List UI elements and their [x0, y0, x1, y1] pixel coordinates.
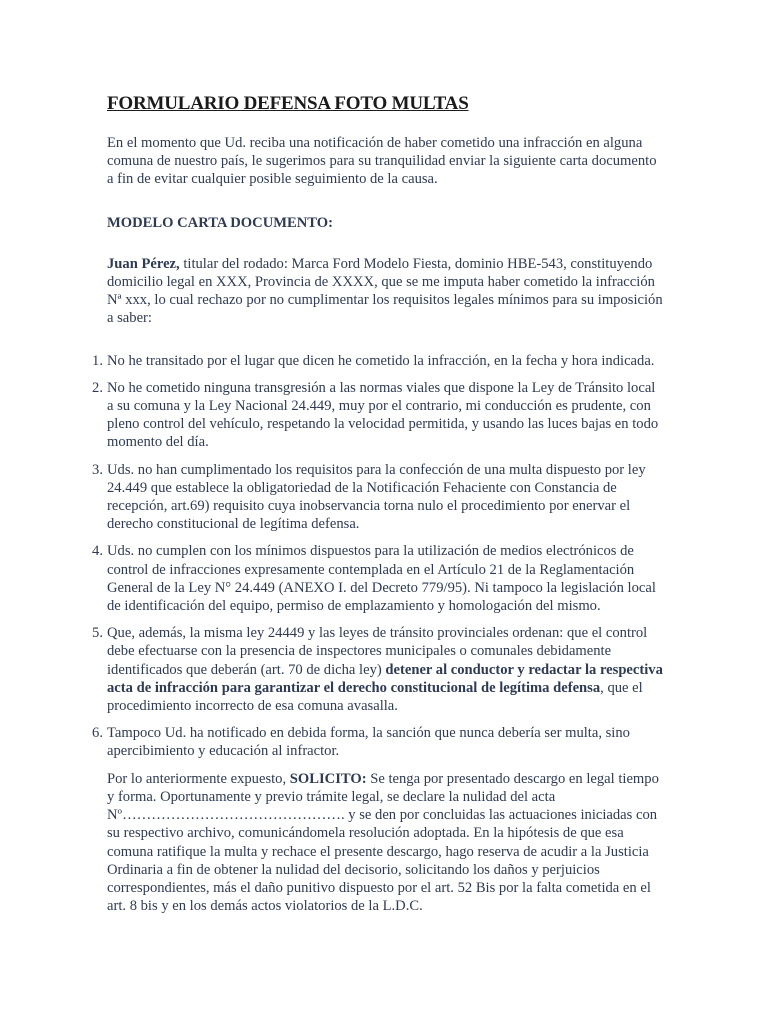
document-body [92, 92, 663, 915]
document-title: FORMULARIO DEFENSA FOTO MULTAS [107, 93, 469, 114]
intro-paragraph: En el momento que Ud. reciba una notificación de haber cometido una infracción en alguna comuna de nuestro país, le sugerimos para su tranquilidad enviar la siguiente carta documento a fin de evitar cualquier posible seguimiento de la causa. [107, 135, 657, 188]
list-item-text: Uds. no cumplen con los mínimos dispuestos para la utilización de medios electrónicos de control de infracciones expresamente contemplada en el Artículo 21 de la Reglamentación General de la Ley N° 24.449 (ANEXO I. del Decreto 779/95). Ni tampoco la legislación local de identificación del equipo, permiso de emplazamiento y homologación del mismo. [107, 543, 656, 615]
numbered-list [92, 352, 663, 761]
list-item-bold-text: detener al conductor y redactar la respectiva acta de infracción para garantizar el derecho constitucional de legítima defensa [107, 661, 663, 696]
letter-opening-text: titular del rodado: Marca Ford Modelo Fiesta, dominio HBE-543, constituyendo domicilio legal en XXX, Provincia de XXXX, que se me imputa haber cometido la infracción Nª xxx, lo cual rechazo por no cumplimentar los requisitos legales mínimos para su imposición a saber: [107, 255, 663, 327]
closing-paragraph [107, 770, 663, 916]
list-number: 2. [92, 379, 103, 396]
list-item [92, 542, 663, 615]
list-item [92, 624, 663, 715]
solicito-label: SOLICITO: [289, 770, 367, 787]
list-item [92, 379, 663, 452]
closing-text: Se tenga por presentado descargo en legal tiempo y forma. Oportunamente y previo trámite legal, se declare la nulidad del acta Nº………………………………………. y se den por concluidas las actuaciones iniciadas con su respectivo archivo, comunicándomela resolución adoptada. En la hipótesis de que esa comuna ratifique la multa y rechace el presente descargo, hago reserva de acudir a la Justicia Ordinaria a fin de obtener la nulidad del decisorio, solicitando los daños y perjuicios correspondientes, más el daño punitivo dispuesto por el art. 52 Bis por la falta cometida en el art. 8 bis y en los demás actos violatorios de la L.D.C. [107, 770, 659, 915]
list-item [92, 724, 663, 760]
list-number: 6. [92, 725, 103, 742]
list-item [92, 352, 663, 370]
list-item-text: Que, además, la misma ley 24449 y las leyes de tránsito provinciales ordenan: que el control debe efectuarse con la presencia de inspectores municipales o comunales debidamente identificados que deberán (art. 70 de dicha ley) [107, 625, 648, 678]
list-number: 1. [92, 352, 103, 369]
list-item-text: Uds. no han cumplimentado los requisitos para la confección de una multa dispuesto por ley 24.449 que establece la obligatoriedad de la Notificación Fehaciente con Constancia de recepción, art.69) requisito cuya inobservancia torna nulo el procedimiento por enervar el derecho constitucional de legítima defensa. [107, 461, 646, 533]
list-item-text: No he cometido ninguna transgresión a las normas viales que dispone la Ley de Tránsito local a su comuna y la Ley Nacional 24.449, muy por el contrario, mi conducción es prudente, con pleno control del vehículo, respetando la velocidad permitida, y usando las luces bajas en todo momento del día. [107, 379, 659, 451]
list-item [92, 461, 663, 534]
sender-name: Juan Pérez, [107, 255, 180, 272]
list-item-text: Tampoco Ud. ha notificado en debida forma, la sanción que nunca debería ser multa, sino apercibimiento y educación al infractor. [107, 725, 630, 760]
list-number: 4. [92, 543, 103, 560]
letter-opening-paragraph [107, 255, 663, 328]
modelo-heading: MODELO CARTA DOCUMENTO: [107, 214, 333, 231]
list-item-text: , que el procedimiento incorrecto de esa comuna avasalla. [107, 679, 643, 715]
list-number: 5. [92, 625, 103, 642]
list-number: 3. [92, 461, 103, 478]
list-item-text: No he transitado por el lugar que dicen he cometido la infracción, en la fecha y hora indicada. [107, 352, 655, 369]
closing-text: Por lo anteriormente expuesto, [107, 770, 290, 787]
